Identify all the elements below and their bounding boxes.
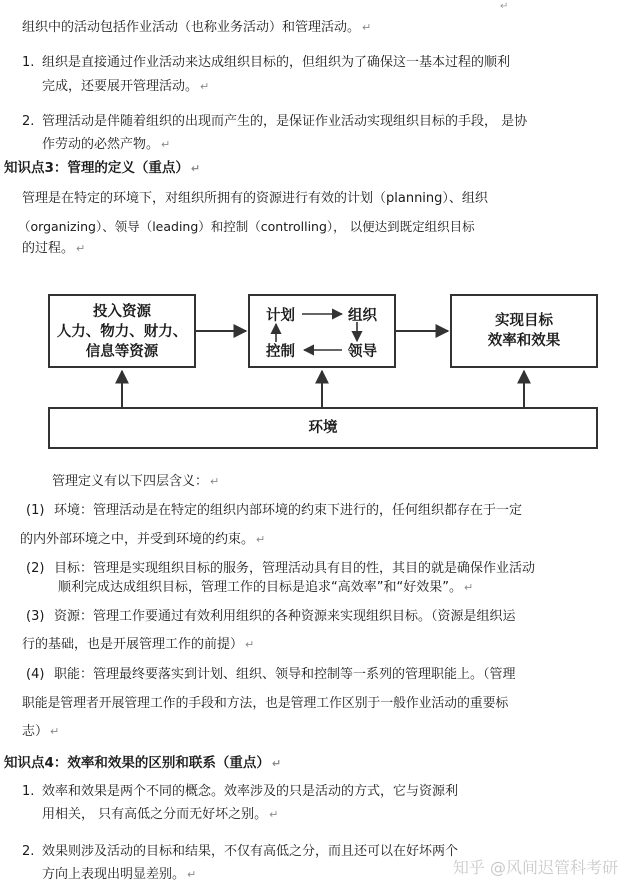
list2-item-1: 1. 效率和效果是两个不同的概念。效率涉及的只是活动的方式，它与资源利	[22, 784, 459, 799]
definition-line3: 的过程。 ↵	[22, 241, 86, 256]
definition-line2: （organizing）、领导（leading）和控制（controlling）， 以便达到既定组织目标	[18, 219, 475, 234]
list2-item-1-line2: 用相关， 只有高低之分而无好坏之别。 ↵	[42, 807, 279, 822]
meaning-intro: 管理定义有以下四层含义： ↵	[52, 474, 220, 489]
paragraph-mark-icon: ↵	[271, 757, 282, 770]
meaning-4-line2: 职能是管理者开展管理工作的手段和方法，也是管理工作区别于一般作业活动的重要标	[22, 696, 509, 711]
intro-line: 组织中的活动包括作业活动（也称业务活动）和管理活动。 ↵	[22, 20, 372, 35]
input-resources-box: 投入资源 人力、物力、财力、 信息等资源	[48, 294, 196, 368]
paragraph-mark-icon: ↵	[362, 21, 372, 34]
paragraph-mark-icon: ↵	[161, 138, 171, 151]
top-paragraph-mark: ↵	[500, 1, 509, 12]
meaning-3: (3) 资源：管理工作要通过有效利用组织的各种资源来实现组织目标。（资源是组织运	[26, 609, 516, 624]
output-goals-box: 实现目标 效率和效果	[450, 294, 598, 368]
paragraph-mark-icon: ↵	[50, 725, 60, 738]
list1-item-1-line2: 完成，还要展开管理活动。 ↵	[42, 79, 210, 94]
paragraph-mark-icon: ↵	[210, 475, 220, 488]
paragraph-mark-icon: ↵	[76, 242, 86, 255]
list1-item-1: 1. 组织是直接通过作业活动来达成组织目标的，但组织为了确保这一基本过程的顺利	[22, 55, 511, 70]
paragraph-mark-icon: ↵	[200, 80, 210, 93]
meaning-2-line2: 顺利完成达成组织目标，管理工作的目标是追求“高效率”和“好效果”。 ↵	[58, 580, 474, 595]
list1-item-2-line2: 作劳动的必然产物。 ↵	[42, 137, 171, 152]
list2-item-2: 2. 效果则涉及活动的目标和结果，不仅有高低之分，而且还可以在好坏两个	[22, 844, 459, 859]
paragraph-mark-icon: ↵	[187, 868, 197, 881]
paragraph-mark-icon: ↵	[256, 533, 266, 546]
definition-line1: 管理是在特定的环境下，对组织所拥有的资源进行有效的计划（planning）、组织	[22, 191, 488, 206]
meaning-2: (2) 目标：管理是实现组织目标的服务，管理活动具有目的性，其目的就是确保作业活动	[26, 561, 536, 576]
meaning-1-line2: 的内外部环境之中，并受到环境的约束。 ↵	[20, 532, 266, 547]
environment-box: 环境	[48, 407, 598, 449]
meaning-4-line3: 志） ↵	[22, 724, 60, 739]
heading-knowledge-3: 知识点3：管理的定义（重点） ↵	[4, 160, 201, 176]
paragraph-mark-icon: ↵	[245, 638, 255, 651]
paragraph-mark-icon: ↵	[463, 581, 474, 594]
zhihu-watermark: 知乎 @风间迟管科考研	[452, 858, 618, 877]
paragraph-mark-icon: ↵	[269, 808, 279, 821]
meaning-3-line2: 行的基础，也是开展管理工作的前提） ↵	[22, 637, 255, 652]
meaning-1: (1) 环境：管理活动是在特定的组织内部环境的约束下进行的，任何组织都存在于一定	[26, 503, 523, 518]
paragraph-mark-icon: ↵	[190, 162, 201, 175]
heading-knowledge-4: 知识点4：效率和效果的区别和联系（重点） ↵	[4, 755, 282, 771]
meaning-4: (4) 职能：管理最终要落实到计划、组织、领导和控制等一系列的管理职能上。（管理	[26, 667, 516, 682]
process-box: 计划 组织 控制 领导	[248, 294, 396, 368]
list2-item-2-line2: 方向上表现出明显差别。 ↵	[42, 867, 197, 882]
list1-item-2: 2. 管理活动是伴随着组织的出现而产生的，是保证作业活动实现组织目标的手段， 是协	[22, 114, 528, 129]
